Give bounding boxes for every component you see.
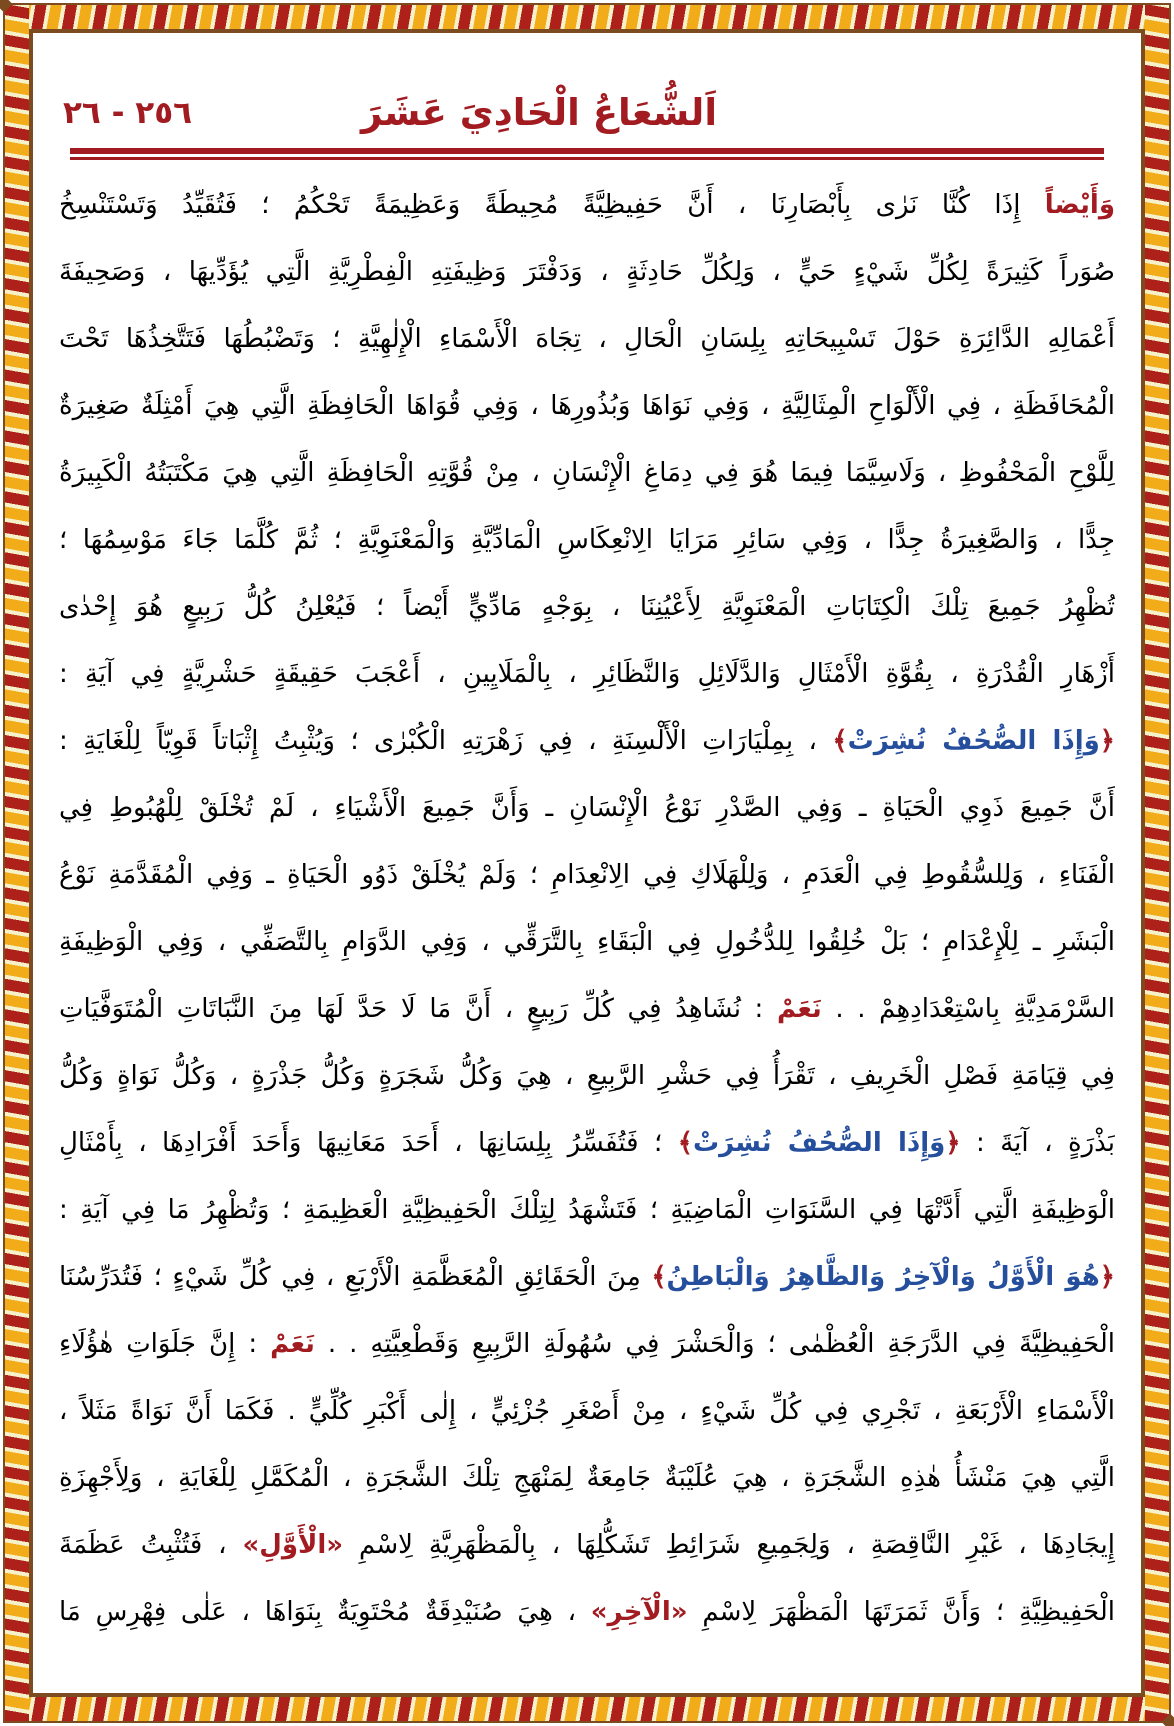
text-line <box>59 1311 1115 1378</box>
page-number: ٢٥٦ - ٢٦ <box>63 95 193 131</box>
text-line <box>59 306 1115 373</box>
body-segment: : نُشَاهِدُ فِي كُلِّ رَبِيعٍ ، أَنَّ مَا لَا حَدَّ لَهَا مِنَ النَّبَاتَاتِ الْمُتَوَفَّيَاتِ <box>59 994 777 1024</box>
body-segment: ؛ فَتُفَسِّرُ بِلِسَانِهَا ، أَحَدَ مَعَانِيهَا وَأَحَدَ أَفْرَادِهَا ، بِأَمْثَالِ <box>59 1128 678 1158</box>
page-header <box>33 33 1141 135</box>
text-line <box>59 1579 1115 1646</box>
body-segment: جِدًّا ، وَالصَّغِيرَةُ جِدًّا ، وَفِي سَائِرِ مَرَايَا الِانْعِكَاسِ الْمَادِّيَّةِ وَالْمَعْنَوِيَّةِ ؛ ثُمَّ كُلَّمَا جَاءَ مَوْسِمُهَا ؛ <box>59 525 1115 555</box>
body-segment: الْحَفِيظِيَّةَ فِي الدَّرَجَةِ الْعُظْمٰى ؛ وَالْحَشْرَ فِي سُهُولَةِ الرَّبِيعِ وَقَطْعِيَّتِهِ . . <box>314 1329 1115 1359</box>
body-segment: فِي قِيَامَةِ فَصْلِ الْخَرِيفِ ، تَقْرَأُ فِي حَشْرِ الرَّبِيعِ ، هِيَ وَكُلُّ شَجَرَةٍ وَكُلُّ جَذْرَةٍ ، وَكُلُّ نَوَاةٍ وَكُلُّ <box>59 1061 1115 1091</box>
body-segment: الْحَفِيظِيَّةِ ؛ وَأَنَّ ثَمَرَتَهَا الْمَظْهَرَ لِاسْمِ <box>687 1597 1115 1627</box>
body-segment: تُظْهِرُ جَمِيعَ تِلْكَ الْكِتَابَاتِ الْمَعْنَوِيَّةِ لِأَعْيُنِنَا ، بِوَجْهٍ مَادِّيٍّ أَيْضاً ؛ فَيُعْلِنُ كُلُّ رَبِيعٍ هُوَ إِحْدٰى <box>59 592 1115 622</box>
quran-quote: وَإِذَا الصُّحُفُ نُشِرَتْ <box>692 1128 946 1158</box>
body-text <box>59 172 1115 1646</box>
text-line <box>59 1244 1115 1311</box>
text-line <box>59 708 1115 775</box>
text-line <box>59 641 1115 708</box>
body-segment: الَّتِي هِيَ مَنْشَأُ هٰذِهِ الشَّجَرَةِ ، هِيَ عُلَيْبَةٌ جَامِعَةٌ لِمَنْهَجِ تِلْكَ الشَّجَرَةِ ، الْمُكَمَّلِ لِلْغَايَةِ ، وَلِأَجْهِزَةِ <box>59 1463 1115 1493</box>
header-divider <box>70 148 1104 160</box>
emphasis-red: نَعَمْ <box>776 994 822 1024</box>
body-segment: ، هِيَ صُنَيْدِقَةٌ مُحْتَوِيَةٌ بِنَوَاهَا ، عَلٰى فِهْرِسِ مَا <box>59 1597 591 1627</box>
emphasis-red: ﴾ <box>832 726 848 756</box>
emphasis-red: نَعَمْ <box>270 1329 315 1359</box>
text-line <box>59 1177 1115 1244</box>
text-line <box>59 909 1115 976</box>
body-segment: السَّرْمَدِيَّةِ بِاسْتِعْدَادِهِمْ . . <box>821 994 1115 1024</box>
emphasis-red: ﴿ <box>1099 1262 1115 1292</box>
body-segment: مِنَ الْحَقَائِقِ الْمُعَظَّمَةِ الْأَرْبَعِ ، فِي كُلِّ شَيْءٍ ؛ فَتُدَرِّسُنَا <box>59 1262 652 1292</box>
body-segment: الْوَظِيفَةِ الَّتِي أَدَّتْهَا فِي السَّنَوَاتِ الْمَاضِيَةِ ؛ فَتَشْهَدُ لِتِلْكَ الْحَفِيظِيَّةِ الْعَظِيمَةِ ؛ وَتُظْهِرُ مَا فِي آيَةِ : <box>59 1195 1115 1225</box>
body-segment: ، فَتُثْبِتُ عَظَمَةَ <box>59 1530 243 1560</box>
body-segment: الْفَنَاءِ ، وَلِلسُّقُوطِ فِي الْعَدَمِ ، وَلِلْهَلَاكِ فِي الِانْعِدَامِ ؛ وَلَمْ يُخْلَقْ ذَوُو الْحَيَاةِ ـ وَفِي الْمُقَدَّمَةِ نَوْعُ <box>59 860 1115 890</box>
decorative-border-top <box>5 5 1169 29</box>
emphasis-red: ﴾ <box>651 1262 667 1292</box>
emphasis-red: «الْأَوَّلِ» <box>242 1530 344 1560</box>
body-segment: : إِنَّ جَلَوَاتِ هٰؤُلَاءِ <box>59 1329 271 1359</box>
body-segment: أَزْهَارِ الْقُدْرَةِ ، بِقُوَّةِ الْأَمْثَالِ وَالدَّلَائِلِ وَالنَّظَائِرِ ، بِالْمَلَايِينِ ، أَعْجَبَ حَقِيقَةٍ حَشْرِيَّةٍ فِي آيَةِ : <box>59 659 1115 689</box>
body-segment: صُوَراً كَثِيرَةً لِكُلِّ شَيْءٍ حَيٍّ ، وَلِكُلِّ حَادِثَةٍ ، وَدَفْتَرَ وَظِيفَتِهِ الْفِطْرِيَّةِ الَّتِي يُؤَدِّيهَا ، وَصَحِيفَةَ <box>59 257 1115 287</box>
body-segment: الْأَسْمَاءِ الْأَرْبَعَةِ ، تَجْرِي فِي كُلِّ شَيْءٍ ، مِنْ أَصْغَرِ جُزْئِيٍّ ، إِلٰى أَكْبَرِ كُلِّيٍّ . فَكَمَا أَنَّ نَوَاةً مَثَلاً ، <box>59 1396 1115 1426</box>
body-segment: ، بِمِلْيَارَاتِ الْأَلْسِنَةِ ، فِي زَهْرَتِهِ الْكُبْرٰى ؛ وَيُثْبِتُ إِثْبَاتاً قَوِيّاً لِلْغَايَةِ : <box>59 726 833 756</box>
text-line <box>59 1043 1115 1110</box>
decorative-border-right <box>1145 5 1169 1721</box>
quran-quote: وَإِذَا الصُّحُفُ نُشِرَتْ <box>847 726 1100 756</box>
text-line <box>59 172 1115 239</box>
quran-quote: هُوَ الْأَوَّلُ وَالْآخِرُ وَالظَّاهِرُ وَالْبَاطِنُ <box>666 1262 1100 1292</box>
text-line <box>59 1445 1115 1512</box>
body-segment: إِيجَادِهَا ، غَيْرِ النَّاقِصَةِ ، وَلِجَمِيعِ شَرَائِطِ تَشَكُّلِهَا ، بِالْمَظْهَرِيَّةِ لِاسْمِ <box>343 1530 1115 1560</box>
body-segment: الْبَشَرِ ـ لِلْإِعْدَامِ ؛ بَلْ خُلِقُوا لِلدُّخُولِ فِي الْبَقَاءِ بِالتَّرَقِّي ، وَفِي الدَّوَامِ بِالتَّصَفِّي ، وَفِي الْوَظِيفَةِ <box>59 927 1115 957</box>
text-line <box>59 976 1115 1043</box>
text-line <box>59 842 1115 909</box>
decorative-border-left <box>5 5 29 1721</box>
text-line <box>59 239 1115 306</box>
decorative-border-bottom <box>5 1697 1169 1721</box>
body-segment: الْمُحَافَظَةِ ، فِي الْأَلْوَاحِ الْمِثَالِيَّةِ ، وَفِي نَوَاهَا وَبُذُورِهَا ، وَفِي قُوَاهَا الْحَافِظَةِ الَّتِي هِيَ أَمْثِلَةٌ صَغِيرَةٌ <box>59 391 1115 421</box>
text-line <box>59 507 1115 574</box>
text-line <box>59 775 1115 842</box>
body-segment: إِذَا كُنَّا نَرٰى بِأَبْصَارِنَا ، أَنَّ حَفِيظِيَّةً مُحِيطَةً وَعَظِيمَةً تَحْكُمُ ؛ فَتُقَيِّدُ وَتَسْتَنْسِخُ <box>59 190 1045 220</box>
emphasis-red: «الْآخِرِ» <box>590 1597 688 1627</box>
emphasis-red: ﴾ <box>677 1128 693 1158</box>
body-segment: لِلَّوْحِ الْمَحْفُوظِ ، وَلَاسِيَّمَا فِيمَا هُوَ فِي دِمَاغِ الْإِنْسَانِ ، مِنْ قُوَّتِهِ الْحَافِظَةِ الَّتِي هِيَ مَكْتَبَتُهُ الْكَبِيرَةُ <box>59 458 1115 488</box>
body-segment: أَعْمَالِهِ الدَّائِرَةِ حَوْلَ تَسْبِيحَاتِهِ بِلِسَانِ الْحَالِ ، تِجَاهَ الْأَسْمَاءِ الْإِلٰهِيَّةِ ؛ وَتَضْبُطُهَا فَتَتَّخِذُهَا تَحْتَ <box>59 324 1115 354</box>
text-line <box>59 440 1115 507</box>
page-content <box>33 33 1141 1693</box>
text-line <box>59 373 1115 440</box>
emphasis-red: ﴿ <box>1099 726 1115 756</box>
emphasis-red: وَأَيْضاً <box>1044 190 1115 220</box>
emphasis-red: ﴿ <box>945 1128 961 1158</box>
text-line <box>59 1512 1115 1579</box>
text-line <box>59 1378 1115 1445</box>
body-segment: بَذْرَةٍ ، آيَةَ : <box>960 1128 1115 1158</box>
header-divider-thick-line <box>70 148 1104 154</box>
text-line <box>59 1110 1115 1177</box>
header-divider-thin-line <box>70 157 1104 160</box>
page-title: اَلشُّعَاعُ الْحَادِيَ عَشَرَ <box>360 90 718 134</box>
text-line <box>59 574 1115 641</box>
body-segment: أَنَّ جَمِيعَ ذَوِي الْحَيَاةِ ـ وَفِي الصَّدْرِ نَوْعُ الْإِنْسَانِ ـ وَأَنَّ جَمِيعَ الْأَشْيَاءِ ، لَمْ تُخْلَقْ لِلْهُبُوطِ فِي <box>59 793 1115 823</box>
